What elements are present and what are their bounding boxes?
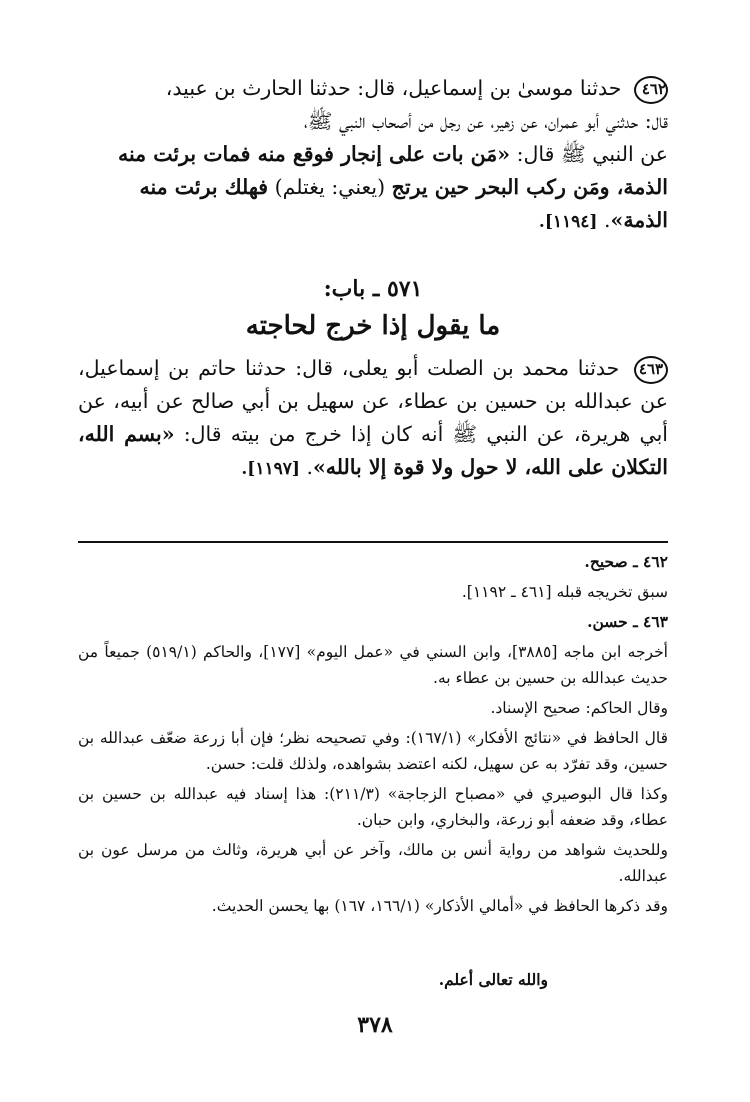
page-number: ٣٧٨ bbox=[357, 1012, 393, 1038]
hadith-462-reference: [١١٩٤]. bbox=[538, 212, 598, 232]
footnote-paragraph: وكذا قال البوصيري في «مصباح الزجاجة» (٢١١/٣): هذا إسناد فيه عبدالله بن حسين بن عطاء، وقد ضعفه أبو زرعة، والبخاري، وابن حبان. bbox=[78, 785, 668, 829]
closing-phrase-wrap bbox=[0, 970, 548, 989]
chapter-number: ٥٧١ ـ باب: bbox=[323, 276, 423, 302]
hadith-462-quote-2: الذمة، ومَن ركب البحر حين يرتج bbox=[391, 175, 668, 199]
hadith-number-badge: ٤٦٣ bbox=[634, 356, 668, 384]
hadith-462-text-2: قال: حدثني أبو عمران، عن زهير، عن رجل من أصحاب النبي ﷺ، bbox=[303, 109, 668, 133]
hadith-462-quote-note: (يعني: يغتلم) bbox=[274, 175, 386, 199]
hadith-462-quote-end: الذمة» bbox=[610, 208, 668, 232]
hadith-462-quote-1: «مَن بات على إنجار فوقع منه فمات برئت منه bbox=[117, 142, 511, 166]
footnote-462-text: سبق تخريجه قبله [٤٦١ ـ ١١٩٢]. bbox=[461, 583, 668, 601]
chapter-heading bbox=[78, 272, 668, 346]
footnote-462-heading: ٤٦٢ ـ صحيح. bbox=[584, 552, 668, 571]
hadith-463: ٤٦٣ حدثنا محمد بن الصلت أبو يعلى، قال: حدثنا حاتم بن إسماعيل، عن عبدالله بن حسين بن عطاء، عن سهيل بن أبي صالح عن أبيه، عن أبي هريرة، عن النبي ﷺ أنه كان إذا خرج من بيته قال: «بسم الله، التكلان على الله، لا حول ولا قوة إلا بالله». [١١٩٧]. bbox=[78, 356, 669, 479]
hadith-462-quote-3: فهلك برئت منه bbox=[139, 175, 269, 199]
footnotes bbox=[78, 549, 668, 923]
hadith-462-line-5: الذمة». [١١٩٤]. bbox=[538, 208, 668, 232]
hadith-462-text-3: عن النبي ﷺ قال: bbox=[516, 142, 668, 166]
hadith-463-reference: [١١٩٧]. bbox=[241, 459, 300, 479]
hadith-number-badge: ٤٦٢ bbox=[634, 76, 668, 104]
hadith-462-line-2 bbox=[78, 105, 668, 138]
footnote-divider bbox=[78, 541, 668, 543]
closing-phrase: والله تعالى أعلم. bbox=[438, 970, 548, 989]
hadith-462-text-1: حدثنا موسىٰ بن إسماعيل، قال: حدثنا الحارث بن عبيد، bbox=[165, 76, 622, 100]
hadith-462-line-1 bbox=[78, 72, 668, 105]
hadith-462-line-3 bbox=[78, 138, 668, 171]
footnote-paragraph: قال الحافظ في «نتائج الأفكار» (١٦٧/١): وفي تصحيحه نظر؛ فإن أبا زرعة ضعّف عبدالله بن حسين، وقد تفرّد به عن سهيل، لكنه اعتضد بشواهده، ولذلك قلت: حسن. bbox=[78, 729, 669, 773]
footnote-paragraph: وقال الحاكم: صحيح الإسناد. bbox=[490, 699, 668, 717]
hadith-462-line-4 bbox=[78, 171, 668, 204]
footnote-paragraph: وقد ذكرها الحافظ في «أمالي الأذكار» (١٦٦/١، ١٦٧) بها يحسن الحديث. bbox=[211, 897, 668, 915]
hadith-462 bbox=[78, 72, 668, 239]
hadith-463-text: حدثنا محمد بن الصلت أبو يعلى، قال: حدثنا حاتم بن إسماعيل، عن عبدالله بن حسين بن عطاء، عن سهيل بن أبي صالح عن أبيه، عن أبي هريرة، عن النبي ﷺ أنه كان إذا خرج من بيته قال: bbox=[78, 356, 669, 446]
footnote-paragraph: أخرجه ابن ماجه [٣٨٨٥]، وابن السني في «عمل اليوم» [١٧٧]، والحاكم (٥١٩/١) جميعاً من حديث عبدالله بن حسين بن عطاء به. bbox=[78, 643, 668, 687]
footnote-paragraph: وللحديث شواهد من رواية أنس بن مالك، وآخر عن أبي هريرة، وثالث من مرسل عون بن عبدالله. bbox=[78, 841, 668, 885]
hadith-463-quote: «بسم الله، التكلان على الله، لا حول ولا قوة إلا بالله» bbox=[78, 422, 668, 479]
footnote-463-heading: ٤٦٣ ـ حسن. bbox=[587, 612, 668, 631]
chapter-title: ما يقول إذا خرج لحاجته bbox=[245, 311, 501, 341]
